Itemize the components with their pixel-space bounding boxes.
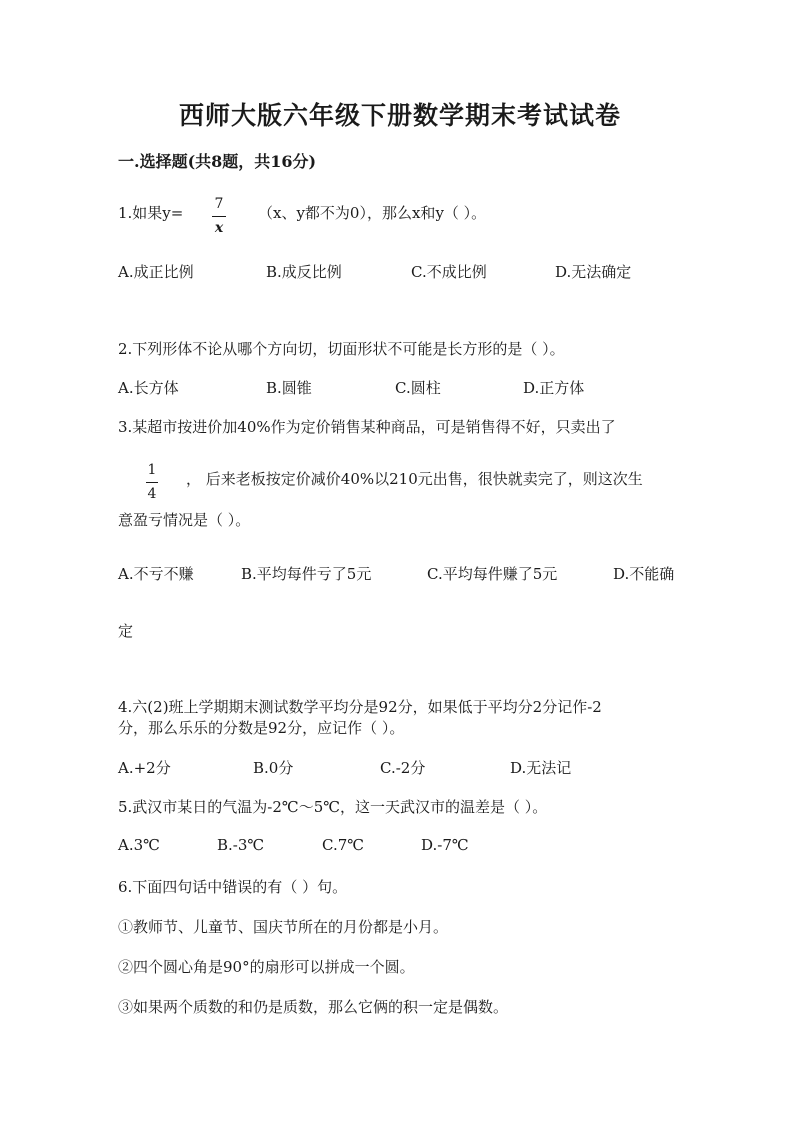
- q3-line1: 3.某超市按进价加40%作为定价销售某种商品，可是销售得不好，只卖出了: [118, 418, 616, 436]
- q2-text: 2.下列形体不论从哪个方向切，切面形状不可能是长方形的是（ ）。: [118, 340, 565, 358]
- q5-text: 5.武汉市某日的气温为-2℃～5℃，这一天武汉市的温差是（ ）。: [118, 798, 548, 816]
- q4-line2: 分，那么乐乐的分数是92分，应记作（ ）。: [118, 719, 405, 737]
- q3-option-b: B.平均每件亏了5元: [241, 565, 372, 583]
- q1-fraction: [212, 196, 226, 236]
- q1-option-d: D.无法确定: [555, 263, 632, 281]
- q1-fraction-denominator: x: [214, 220, 224, 236]
- q4-option-a: A.+2分: [118, 759, 171, 777]
- q6-statement-3: ③如果两个质数的和仍是质数，那么它俩的积一定是偶数。: [118, 998, 509, 1016]
- q6-text: 6.下面四句话中错误的有（ ）句。: [118, 878, 348, 896]
- q1-option-c: C.不成比例: [411, 263, 487, 281]
- section-heading: 一.选择题(共8题，共16分): [118, 152, 317, 171]
- q2-option-b: B.圆锥: [266, 379, 312, 397]
- q6-statement-1: ①教师节、儿童节、国庆节所在的月份都是小月。: [118, 918, 449, 936]
- page-title: 西师大版六年级下册数学期末考试试卷: [178, 101, 621, 130]
- q3-fraction-numerator: 1: [147, 462, 157, 478]
- q1-suffix: （x、y都不为0），那么x和y（ ）。: [258, 204, 487, 222]
- q5-option-c: C.7℃: [322, 836, 365, 854]
- q1-option-b: B.成反比例: [266, 263, 342, 281]
- q3-fraction-denominator: 4: [147, 486, 157, 502]
- q3-line2: ， 后来老板按定价减价40%以210元出售，很快就卖完了，则这次生: [186, 470, 643, 488]
- q5-option-d: D.-7℃: [421, 836, 469, 854]
- q6-statement-2: ②四个圆心角是90°的扇形可以拼成一个圆。: [118, 958, 415, 976]
- q1-option-a: A.成正比例: [118, 263, 194, 281]
- q1-fraction-bar: [212, 216, 226, 217]
- q4-option-d: D.无法记: [510, 759, 572, 777]
- q3-option-d: D.不能确: [613, 565, 675, 583]
- q2-option-c: C.圆柱: [395, 379, 441, 397]
- q3-option-a: A.不亏不赚: [118, 565, 194, 583]
- q1-fraction-numerator: 7: [214, 196, 224, 212]
- q4-line1: 4.六(2)班上学期期末测试数学平均分是92分，如果低于平均分2分记作-2: [118, 698, 602, 716]
- q3-option-d-wrap: 定: [118, 622, 134, 640]
- q3-line3: 意盈亏情况是（ ）。: [118, 511, 251, 529]
- q2-option-d: D.正方体: [523, 379, 585, 397]
- q3-fraction: [146, 462, 158, 502]
- q2-option-a: A.长方体: [118, 379, 179, 397]
- q3-fraction-bar: [146, 482, 158, 483]
- q4-option-c: C.-2分: [380, 759, 426, 777]
- q4-option-b: B.0分: [253, 759, 294, 777]
- q1-prefix: 1.如果y=: [118, 204, 184, 222]
- q5-option-b: B.-3℃: [217, 836, 265, 854]
- q3-option-c: C.平均每件赚了5元: [427, 565, 558, 583]
- q5-option-a: A.3℃: [118, 836, 160, 854]
